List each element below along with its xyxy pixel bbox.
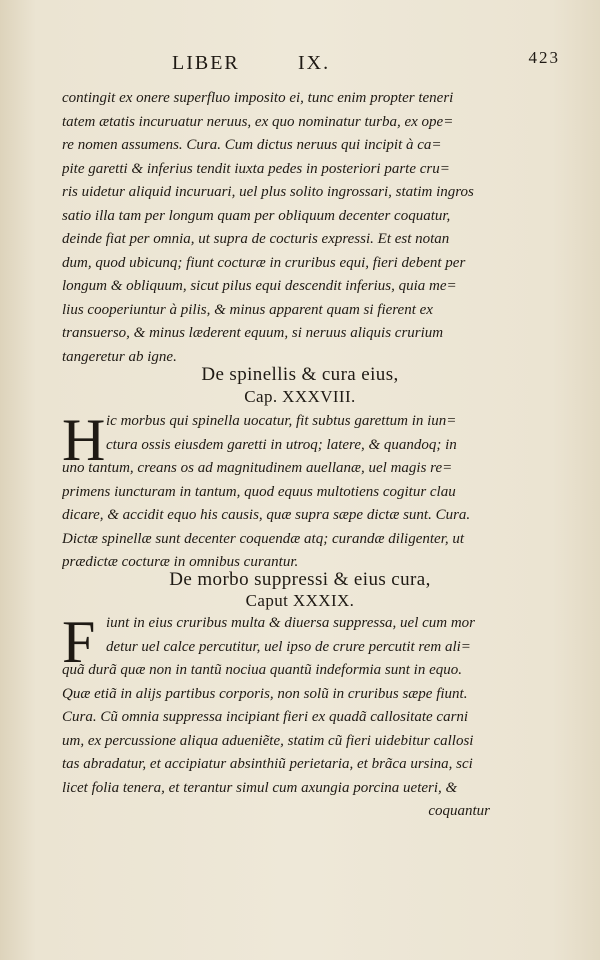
text-line: lius cooperiuntur à pilis, & minus apparent quam si fierent ex — [62, 301, 433, 318]
text-line: um, ex percussione aliqua adueniẽte, statim cũ fieri uidebitur callosi — [62, 732, 474, 749]
text-line: ic morbus qui spinella uocatur, fit subtus garettum in iun= — [106, 413, 457, 429]
text-line: iunt in eius cruribus multa & diuersa suppressa, uel cum mor — [106, 615, 476, 631]
text-line: dicare, & accidit equo his causis, quæ supra sæpe dictæ sunt. Cura. — [62, 507, 471, 523]
text-line: ctura ossis eiusdem garetti in utroq; latere, & quandoq; in — [106, 436, 457, 453]
text-line: contingit ex onere superfluo imposito ei, tunc enim propter teneri — [62, 90, 454, 106]
chapter-number: Cap. XXXVIII. — [244, 387, 356, 406]
drop-cap: H — [62, 407, 106, 473]
text-line: tas abradatur, et accipiatur absinthiũ perietaria, et brãca ursina, sci — [62, 756, 473, 772]
text-line: transuerso, & minus læderent equum, si neruus aliquis crurium — [62, 325, 444, 341]
chapter-heading: De spinellis & cura eius, — [201, 364, 399, 385]
paragraph-continuation — [62, 87, 490, 369]
text-line: dum, quod ubicunq; fiunt cocturæ in cruribus equi, fieri debent per — [62, 254, 466, 271]
text-line: detur uel calce percutitur, uel ipso de crure percutit rem ali= — [106, 638, 471, 655]
chapter-heading: De morbo suppressi & eius cura, — [169, 569, 431, 590]
text-line: uno tantum, creans os ad magnitudinem auellanæ, uel magis re= — [62, 460, 453, 476]
text-line: tangeretur ab igne. — [62, 348, 177, 365]
chapter-number: Caput XXXIX. — [245, 591, 355, 610]
text-line: Cura. Cũ omnia suppressa incipiant fieri ex quadã callositate carni — [62, 709, 469, 725]
text-line: licet folia tenera, et terantur simul cum axungia porcina ueteri, & — [62, 779, 458, 796]
page-number: 423 — [528, 48, 560, 67]
text-line: tatem ætatis incuruatur neruus, ex quo nominatur turba, ex ope= — [62, 113, 454, 130]
text-line: Dictæ spinellæ sunt decenter coquendæ atq; curandæ diligenter, ut — [62, 530, 465, 547]
paragraph-spinellis — [62, 407, 490, 575]
text-line: re nomen assumens. Cura. Cum dictus neruus qui incipit à ca= — [62, 137, 442, 153]
text-line: Quæ etiã in alijs partibus corporis, non solũ in cruribus sæpe fiunt. — [62, 685, 468, 702]
catchword: coquantur — [428, 803, 490, 819]
text-line: satio illa tam per longum quam per obliquum decenter coquatur, — [62, 207, 451, 224]
book-title: LIBER — [172, 52, 240, 74]
running-header — [60, 48, 560, 78]
text-line: primens iuncturam in tantum, quod equus multotiens cogitur clau — [62, 483, 456, 500]
text-line: quã durã quæ non in tantũ nociua quantũ indeformia sunt in equo. — [62, 662, 462, 678]
text-line: ris uidetur aliquid incuruari, uel plus solito ingrossari, statim ingros — [62, 184, 474, 200]
text-line: prædictæ cocturæ in omnibus curantur. — [62, 554, 299, 570]
paragraph-suppressi — [62, 609, 490, 824]
text-line: longum & obliquum, sicut pilus equi descendit inferius, quia me= — [62, 278, 457, 294]
book-number: IX. — [298, 52, 331, 74]
text-line: pite garetti & inferius tendit iuxta pedes in posteriori parte cru= — [62, 160, 450, 177]
drop-cap: F — [62, 609, 96, 675]
text-line: deinde fiat per omnia, ut supra de cocturis expressi. Et est notan — [62, 231, 450, 247]
